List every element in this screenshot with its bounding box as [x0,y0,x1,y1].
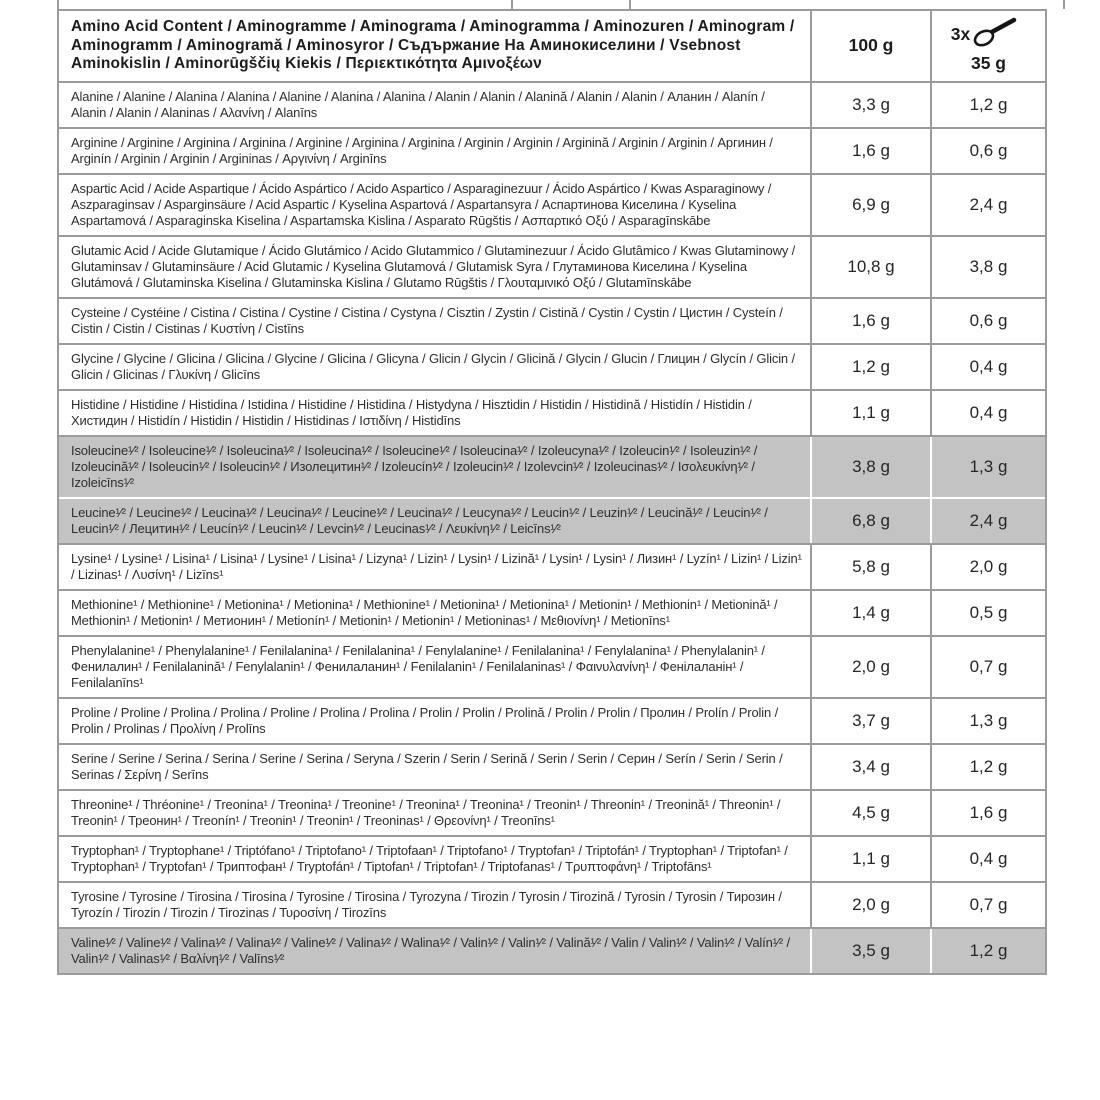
col-header-100g [812,11,932,81]
value-per-100g: 3,8 g [812,437,932,497]
table-row [59,835,1045,881]
value-per-serving: 2,4 g [969,194,1008,214]
table-row [59,881,1045,927]
value-per-100g: 1,6 g [812,129,932,173]
value-per-100g: 2,0 g [812,637,932,697]
value-per-100g: 5,8 g [812,545,932,589]
amino-table-body [59,83,1045,973]
table-top-edge [57,0,1065,9]
table-row [59,497,1045,543]
value-per-100g: 1,6 g [812,299,932,343]
value-per-100g: 1,1 g [812,837,932,881]
amino-acid-names: Arginine / Arginine / Arginina / Arginina / Arginine / Arginina / Arginina / Arginin / Arginin / Arginină / Arginin / Arginin / Аргинин / Arginín / Arginin / Arginin / Argininas / Αργινίνη / Arginīns [59,129,812,173]
value-per-100g: 1,2 g [812,345,932,389]
table-row [59,435,1045,497]
amino-acid-names: Aspartic Acid / Acide Aspartique / Ácido Aspártico / Acido Aspartico / Asparaginezuur / Ácido Aspártico / Kwas Asparaginowy / Aszparaginsav / Asparginsäure / Acid Aspartic / Kyselina Aspartová / Aspartansyra / Аспартинова Киселина / Kyselina Aspartamová / Asparaginska Kiselina / Aspartamska Kislina / Asparato Rūgštis / Ασπαρτικό Οξύ / Asparagīnskābe [59,175,812,235]
col-header-serving [932,11,1045,81]
amino-acid-names: Methionine¹ / Methionine¹ / Metionina¹ / Metionina¹ / Methionine¹ / Metionina¹ / Metionina¹ / Metionin¹ / Methionin¹ / Metionină¹ / Methionin¹ / Metionin¹ / Метионин¹ / Metionín¹ / Metionin¹ / Metionin¹ / Metioninas¹ / Μεθιονίνη¹ / Metionīns¹ [59,591,812,635]
value-per-100g: 3,4 g [812,745,932,789]
table-row [59,635,1045,697]
value-per-serving: 1,3 g [969,456,1008,476]
table-row [59,697,1045,743]
value-per-100g: 3,3 g [812,83,932,127]
value-per-100g: 4,5 g [812,791,932,835]
top-edge-col1-cell [513,0,631,9]
table-row [59,589,1045,635]
table-row [59,389,1045,435]
table-row [59,173,1045,235]
value-per-serving: 1,2 g [969,756,1008,776]
amino-acid-names: Valine¹⁄² / Valine¹⁄² / Valina¹⁄² / Valina¹⁄² / Valine¹⁄² / Valina¹⁄² / Walina¹⁄² / Valin¹⁄² / Valin¹⁄² / Valină¹⁄² / Valin / Valin¹⁄² / Valin¹⁄² / Valín¹⁄² / Valin¹⁄² / Valinas¹⁄² / Βαλίνη¹⁄² / Valīns¹⁄² [59,929,812,973]
value-per-serving: 1,2 g [969,94,1008,114]
amino-acid-names: Proline / Proline / Prolina / Prolina / Proline / Prolina / Prolina / Prolin / Prolin / Prolină / Prolin / Prolin / Пролин / Prolín / Prolin / Prolin / Prolinas / Προλίνη / Prolīns [59,699,812,743]
serving-size-line [951,17,1018,52]
table-row [59,927,1045,973]
table-row [59,297,1045,343]
value-per-100g: 6,9 g [812,175,932,235]
table-row [59,343,1045,389]
amino-acid-names: Leucine¹⁄² / Leucine¹⁄² / Leucina¹⁄² / Leucina¹⁄² / Leucine¹⁄² / Leucina¹⁄² / Leucyna¹⁄² / Leucin¹⁄² / Leuzin¹⁄² / Leucină¹⁄² / Leucin¹⁄² / Leucin¹⁄² / Лецитин¹⁄² / Leucín¹⁄² / Leucin¹⁄² / Levcin¹⁄² / Leucinas¹⁄² / Λευκίνη¹⁄² / Leicīns¹⁄² [59,499,812,543]
amino-acid-names: Threonine¹ / Thréonine¹ / Treonina¹ / Treonina¹ / Treonine¹ / Treonina¹ / Treonina¹ / Treonin¹ / Threonin¹ / Treonină¹ / Threonin¹ / Treonin¹ / Треонин¹ / Treonín¹ / Treonin¹ / Treonin¹ / Treoninas¹ / Θρεονίνη¹ / Treonīns¹ [59,791,812,835]
table-row [59,543,1045,589]
value-per-serving: 1,3 g [969,710,1008,730]
amino-acid-names: Alanine / Alanine / Alanina / Alanina / Alanine / Alanina / Alanina / Alanin / Alanin / Alanină / Alanin / Alanin / Аланин / Alanín / Alanin / Alanin / Alaninas / Αλανίνη / Alanīns [59,83,812,127]
value-per-serving: 1,6 g [969,802,1008,822]
amino-acid-names: Glutamic Acid / Acide Glutamique / Ácido Glutámico / Acido Glutammico / Glutaminezuur / Ácido Glutâmico / Kwas Glutaminowy / Glutaminsav / Glutaminsäure / Acid Glutamic / Kyselina Glutamová / Glutamisk Syra / Глутаминова Киселина / Kyselina Glutámová / Glutaminska Kiselina / Glutaminska Kislina / Glutamo Rūgštis / Γλουταμινικό Οξύ / Glutamīnskābe [59,237,812,297]
value-per-serving: 0,6 g [969,310,1008,330]
value-per-100g: 10,8 g [812,237,932,297]
table-row [59,83,1045,127]
table-row [59,127,1045,173]
amino-acid-names: Serine / Serine / Serina / Serina / Serine / Serina / Seryna / Szerin / Serin / Serină / Serin / Serin / Серин / Serín / Serin / Serin / Serinas / Σερίνη / Serīns [59,745,812,789]
amino-acid-names: Histidine / Histidine / Histidina / Istidina / Histidine / Histidina / Histydyna / Hisztidin / Histidin / Histidină / Histidín / Histidin / Хистидин / Histidín / Histidin / Histidin / Histidinas / Ιστιδίνη / Histidīns [59,391,812,435]
table-row [59,743,1045,789]
value-per-serving: 0,6 g [969,140,1008,160]
value-per-serving: 0,7 g [969,894,1008,914]
value-per-100g: 3,7 g [812,699,932,743]
value-per-serving: 2,4 g [969,510,1008,530]
scoop-spoon-icon [972,17,1018,52]
amino-acid-names: Tryptophan¹ / Tryptophane¹ / Triptófano¹ / Triptofano¹ / Triptofaan¹ / Triptofano¹ / Tryptofan¹ / Triptofán¹ / Tryptophan¹ / Triptofan¹ / Tryptophan¹ / Tryptofan¹ / Триптофан¹ / Tryptofán¹ / Tiptofan¹ / Triptofan¹ / Triptofanas¹ / Τρυπτοφάνη¹ / Triptofāns¹ [59,837,812,881]
top-edge-col2-cell [631,0,1063,9]
value-per-serving: 0,4 g [969,848,1008,868]
value-per-100g: 3,5 g [812,929,932,973]
table-row [59,789,1045,835]
value-per-serving: 1,2 g [969,940,1008,960]
value-per-serving: 0,4 g [969,356,1008,376]
value-per-serving: 3,8 g [969,256,1008,276]
serving-multiplier-label: 3x [950,24,971,45]
amino-acid-names: Isoleucine¹⁄² / Isoleucine¹⁄² / Isoleucina¹⁄² / Isoleucina¹⁄² / Isoleucine¹⁄² / Isoleucina¹⁄² / Izoleucyna¹⁄² / Izoleucin¹⁄² / Isoleuzin¹⁄² / Izoleucină¹⁄² / Isoleucin¹⁄² / Isoleucin¹⁄² / Изолецитин¹⁄² / Izoleucín¹⁄² / Izoleucin¹⁄² / Izolevcin¹⁄² / Izoleucinas¹⁄² / Ισολευκίνη¹⁄² / Izoleicīns¹⁄² [59,437,812,497]
value-per-serving: 0,7 g [969,656,1008,676]
value-per-100g: 1,4 g [812,591,932,635]
value-per-100g: 1,1 g [812,391,932,435]
value-per-100g: 2,0 g [812,883,932,927]
table-row [59,235,1045,297]
amino-acid-names: Lysine¹ / Lysine¹ / Lisina¹ / Lisina¹ / Lysine¹ / Lisina¹ / Lizyna¹ / Lizin¹ / Lysin¹ / Lizină¹ / Lysin¹ / Lysin¹ / Лизин¹ / Lyzín¹ / Lizin¹ / Lizin¹ / Lizinas¹ / Λυσίνη¹ / Lizīns¹ [59,545,812,589]
table-header [59,11,1045,83]
value-per-serving: 0,4 g [969,402,1008,422]
table-title: Amino Acid Content / Aminogramme / Aminograma / Aminogramma / Aminozuren / Aminogram / Aminogramm / Aminogramă / Aminosyror / Съдържание На Аминокиселини / Vsebnost Aminokislin / Aminorūgščių Kiekis / Περιεκτικότητα Αμινοξέων [59,11,812,81]
amino-acid-names: Phenylalanine¹ / Phenylalanine¹ / Fenilalanina¹ / Fenilalanina¹ / Fenylalanine¹ / Fenilalanina¹ / Fenylalanina¹ / Phenylalanin¹ / Фенилалин¹ / Fenilalanină¹ / Fenylalanin¹ / Фенилаланин¹ / Fenilalanin¹ / Fenilalaninas¹ / Φαινυλανίνη¹ / Фенілаланін¹ / Fenilalanīns¹ [59,637,812,697]
amino-acid-names: Glycine / Glycine / Glicina / Glicina / Glycine / Glicina / Glicyna / Glicin / Glycin / Glicină / Glycin / Glucin / Глицин / Glycín / Glicin / Glicin / Glicinas / Γλυκίνη / Glicīns [59,345,812,389]
amino-acid-names: Cysteine / Cystéine / Cistina / Cistina / Cystine / Cistina / Cystyna / Cisztin / Zystin / Cistină / Cystin / Cystin / Цистин / Cysteín / Cistin / Cistin / Cistinas / Κυστίνη / Cistīns [59,299,812,343]
col-header-100g-label: 100 g [848,35,894,56]
value-per-serving: 2,0 g [969,556,1008,576]
value-per-100g: 6,8 g [812,499,932,543]
value-per-serving: 0,5 g [969,602,1008,622]
amino-acid-table [57,9,1047,975]
serving-amount-label: 35 g [970,53,1007,74]
amino-acid-names: Tyrosine / Tyrosine / Tirosina / Tirosina / Tyrosine / Tirosina / Tyrozyna / Tirozin / Tyrosin / Tirozină / Tyrosin / Tyrosin / Тирозин / Tyrozín / Tirozin / Tirozin / Tirozinas / Τυροσίνη / Tirozīns [59,883,812,927]
